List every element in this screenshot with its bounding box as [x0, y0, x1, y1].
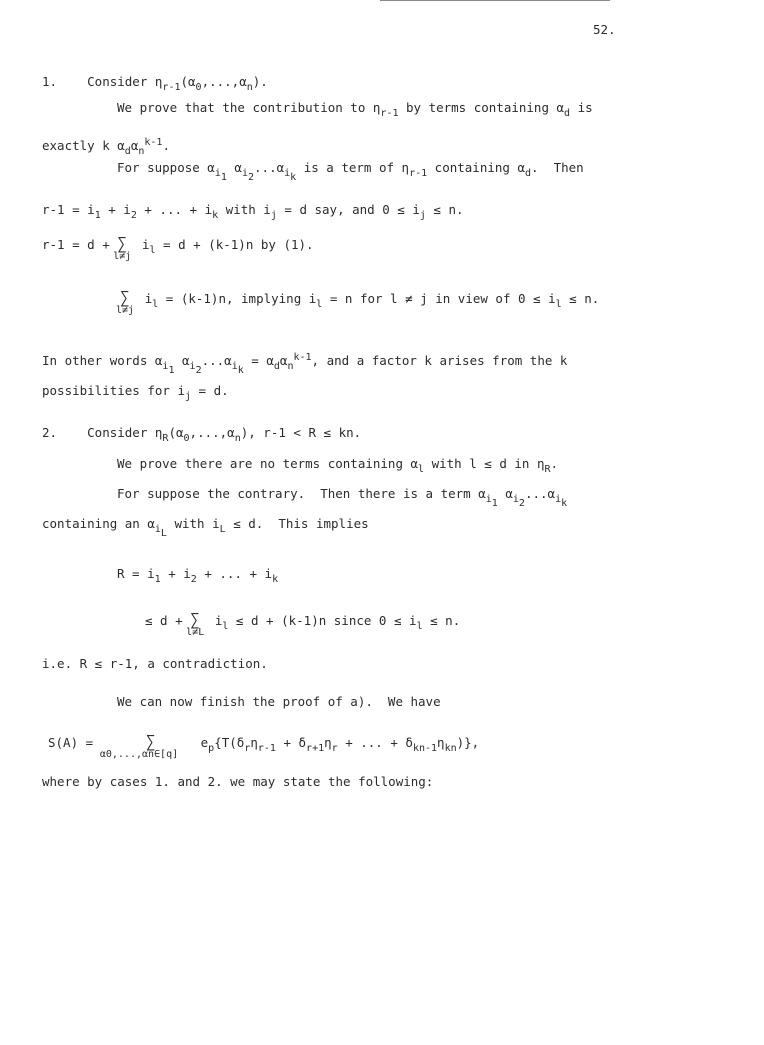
text-line: For suppose $\alpha_{i_1}$ $\alpha_{i_2}...\alpha_{i_k}$ is a term of $\eta_{r-1}$ containing $\alpha_d$. Then: [117, 160, 584, 183]
summation-symbol: ∑ l≠L: [186, 610, 205, 638]
text-line: ≤ d + ∑ l≠L $i_l \le d + (k-1)n$ since $0 \le i_l \le n$.: [145, 610, 461, 638]
text-line: where by cases 1. and 2. we may state the following:: [42, 774, 434, 789]
page-number: 52.: [593, 22, 616, 37]
text-line: possibilities for $i_j = d$.: [42, 383, 229, 402]
text-line: 1. Consider $\eta_{r-1}(\alpha_0,...,\alpha_n)$.: [42, 74, 268, 93]
text-line: $r-1 = i_1 + i_2$ + ... + $i_k$ with $i_j = d$ say, and $0 \le i_j \le n$.: [42, 202, 464, 221]
text-line: S(A) = ∑ α0,...,αn∈[q] $e_p\{T(\delta_r\eta_{r-1} + \delta_{r+1}\eta_r$ + ... + $\delta_{kn-1}\eta_{kn}$)},: [48, 732, 480, 760]
text-line: ∑ l≠j $i_l = (k-1)n$, implying $i_l = n$ for l ≠ j in view of $0 \le i_l \le n$.: [116, 288, 600, 316]
text-line: In other words $\alpha_{i_1}$ $\alpha_{i_2}...\alpha_{i_k} = \alpha_d\alpha_n^{k-1}$, and a factor k arises from the k: [42, 352, 568, 376]
text-line: exactly k $\alpha_d\alpha_n^{k-1}$.: [42, 137, 170, 157]
text-line: containing an $\alpha_{i_L}$ with $i_L \le d$. This implies: [42, 516, 369, 539]
text-line: For suppose the contrary. Then there is a term $\alpha_{i_1}$ $\alpha_{i_2}...\alpha_{i_k}$: [117, 486, 568, 509]
page-edge-line: [380, 0, 610, 1]
text-line: $R = i_1 + i_2$ + ... + $i_k$: [117, 566, 279, 585]
text-line: We can now finish the proof of a). We have: [117, 694, 441, 709]
text-line: i.e. R ≤ r-1, a contradiction.: [42, 656, 268, 671]
text-line: We prove there are no terms containing $\alpha_l$ with l ≤ d in $\eta_R$.: [117, 456, 559, 475]
text-line: r-1 = d + ∑ l≠j $i_l = d + (k-1)n$ by (1).: [42, 234, 314, 262]
summation-symbol: ∑ l≠j: [113, 234, 132, 262]
text-line: 2. Consider $\eta_R(\alpha_0,...,\alpha_n)$, r-1 < R ≤ kn.: [42, 425, 362, 444]
summation-symbol: ∑ l≠j: [116, 288, 135, 316]
text-line: We prove that the contribution to $\eta_{r-1}$ by terms containing $\alpha_d$ is: [117, 100, 593, 119]
summation-symbol: ∑ α0,...,αn∈[q]: [99, 732, 179, 760]
